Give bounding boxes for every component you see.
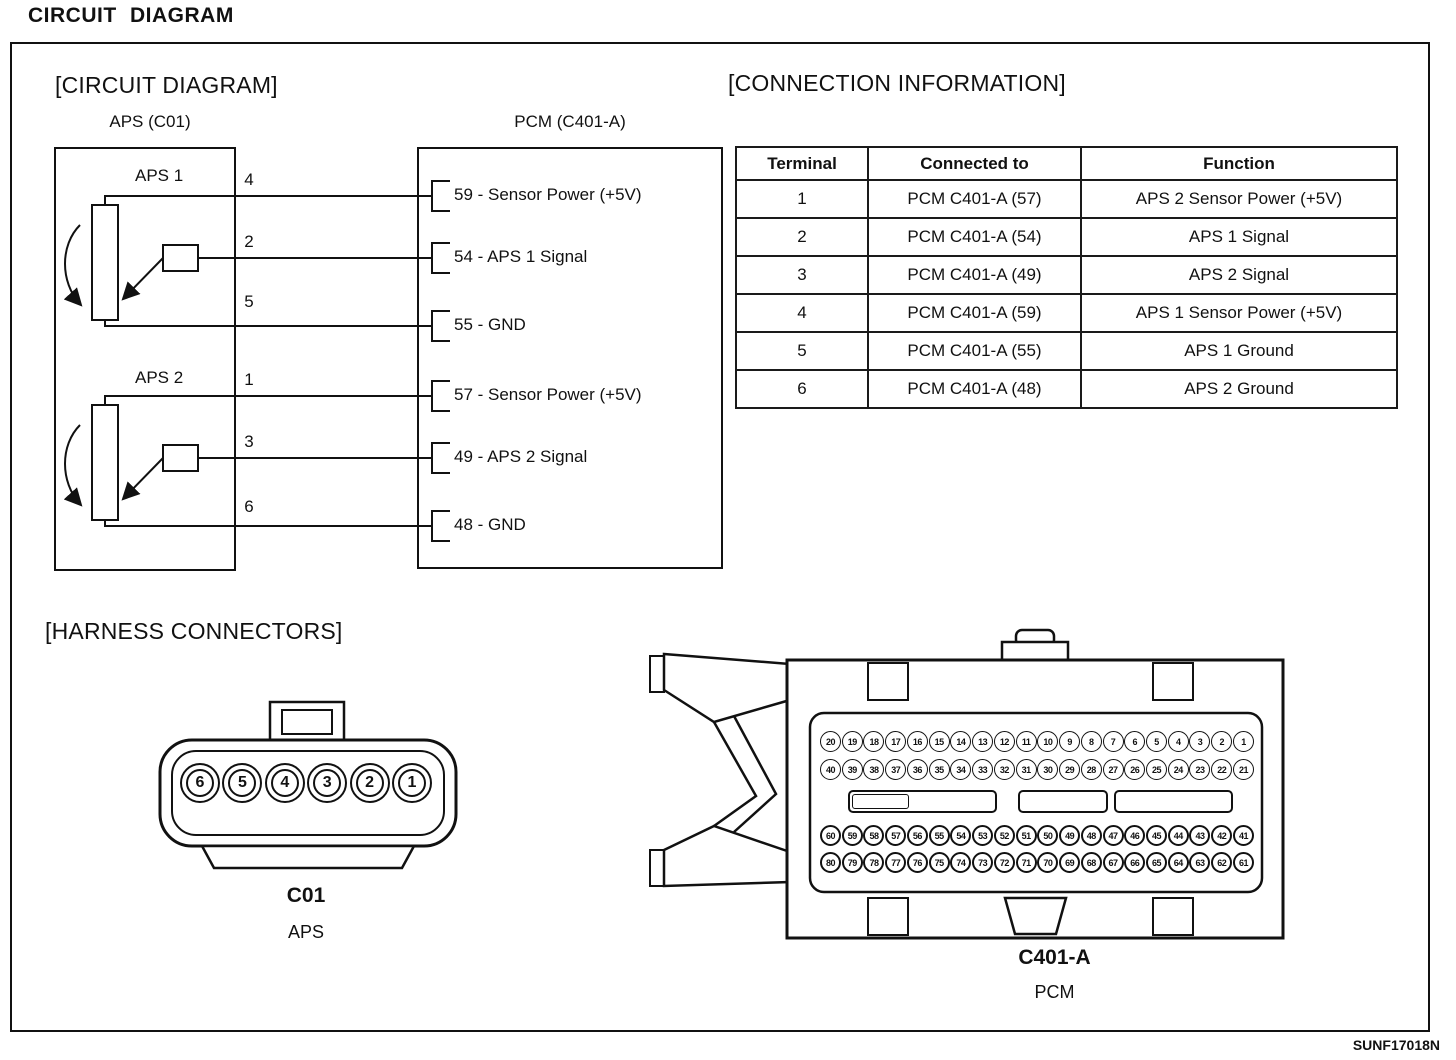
- pcm-pin-label-54: 54 - APS 1 Signal: [454, 247, 588, 266]
- c401a-pin: 25: [1146, 759, 1167, 780]
- table-row: [736, 180, 1397, 218]
- function-cell: APS 2 Sensor Power (+5V): [1081, 180, 1397, 218]
- c01-pin-number: 4: [271, 769, 299, 797]
- c401a-pin: 33: [972, 759, 993, 780]
- c401a-pin: 60: [820, 825, 841, 846]
- c401a-pin: 52: [994, 825, 1015, 846]
- pcm-connector-label: PCM (C401-A): [514, 112, 626, 131]
- c01-pin-number: 6: [186, 769, 214, 797]
- c401a-pin: 21: [1233, 759, 1254, 780]
- pin-bracket-48: [432, 511, 450, 541]
- c401a-pin: 50: [1037, 825, 1058, 846]
- c01-pin-number: 2: [356, 769, 384, 797]
- c401a-pin: 7: [1103, 731, 1124, 752]
- c401a-key-slot-2: [1018, 790, 1108, 813]
- wire-terminal4-to-59: [105, 196, 432, 205]
- c401a-left-wing-top: [664, 654, 790, 722]
- c401a-pin: 5: [1146, 731, 1167, 752]
- wires: [105, 196, 432, 526]
- c01-pin-number: 3: [313, 769, 341, 797]
- c401a-pin: 59: [842, 825, 863, 846]
- c01-base: [202, 846, 414, 868]
- aps-connector-label: APS (C01): [109, 112, 191, 131]
- c401a-pin: 71: [1016, 852, 1037, 873]
- table-header-row: [736, 147, 1397, 180]
- c401a-pin: 49: [1059, 825, 1080, 846]
- c401a-pin: 55: [929, 825, 950, 846]
- connection-info-section-title: [CONNECTION INFORMATION]: [728, 70, 1066, 96]
- function-cell: APS 1 Ground: [1081, 332, 1397, 370]
- c401a-left-wing-bottom: [664, 826, 790, 886]
- c401a-bottom-notch-left: [868, 898, 908, 935]
- c401a-left-fold-inner: [734, 716, 776, 832]
- c401a-pin: 74: [950, 852, 971, 873]
- connected-to-cell: PCM C401-A (57): [868, 180, 1081, 218]
- aps1-resistor: [92, 205, 118, 320]
- c401a-pin: 38: [863, 759, 884, 780]
- c401a-pin: 77: [885, 852, 906, 873]
- c401a-top-notch-right: [1153, 663, 1193, 700]
- table-row: [736, 332, 1397, 370]
- wire-terminal5-to-55: [105, 320, 432, 326]
- c401a-pin: 32: [994, 759, 1015, 780]
- c401a-pin: 80: [820, 852, 841, 873]
- c401a-pin: 64: [1168, 852, 1189, 873]
- c401a-pin: 65: [1146, 852, 1167, 873]
- c401a-pin: 27: [1103, 759, 1124, 780]
- circuit-diagram-drawing: [40, 140, 740, 585]
- c01-pin-number: 5: [228, 769, 256, 797]
- c401a-pin: 23: [1189, 759, 1210, 780]
- terminal-cell: 2: [736, 218, 868, 256]
- aps2-wiper-box: [163, 445, 198, 471]
- c401a-pin: 66: [1124, 852, 1145, 873]
- c401a-pin: 30: [1037, 759, 1058, 780]
- terminal-number-5: 5: [244, 292, 254, 311]
- function-cell: APS 2 Ground: [1081, 370, 1397, 408]
- connected-to-cell: PCM C401-A (59): [868, 294, 1081, 332]
- table-row: [736, 370, 1397, 408]
- c401a-pin-row-3: [820, 825, 1254, 847]
- pcm-pin-label-59: 59 - Sensor Power (+5V): [454, 185, 642, 204]
- pin-bracket-54: [432, 243, 450, 273]
- table-row: [736, 256, 1397, 294]
- c401a-pin: 76: [907, 852, 928, 873]
- terminal-cell: 5: [736, 332, 868, 370]
- c401a-pin: 39: [842, 759, 863, 780]
- terminal-number-6: 6: [244, 497, 254, 516]
- c401a-pin: 46: [1124, 825, 1145, 846]
- c401a-top-notch-left: [868, 663, 908, 700]
- c401a-key-slot-1-inner: [852, 794, 909, 809]
- c401a-left-mount-bottom: [650, 850, 664, 886]
- terminal-number-1: 1: [244, 370, 254, 389]
- c401a-pin: 42: [1211, 825, 1232, 846]
- c401a-pin: 16: [907, 731, 928, 752]
- c401a-pin: 4: [1168, 731, 1189, 752]
- c401a-pin: 72: [994, 852, 1015, 873]
- function-cell: APS 2 Signal: [1081, 256, 1397, 294]
- connected-to-cell: PCM C401-A (48): [868, 370, 1081, 408]
- aps1-label: APS 1: [135, 166, 184, 185]
- c401a-pin: 1: [1233, 731, 1254, 752]
- c01-lock-tab-inner: [282, 710, 332, 734]
- c401a-pin: 56: [907, 825, 928, 846]
- col-header-function: Function: [1081, 147, 1397, 180]
- c401a-left-fold-outer: [714, 722, 756, 826]
- terminal-cell: 3: [736, 256, 868, 294]
- c401a-pin-row-4: [820, 852, 1254, 874]
- connected-to-cell: PCM C401-A (55): [868, 332, 1081, 370]
- c01-pin: [222, 763, 262, 803]
- aps1-wiper-box: [163, 245, 198, 271]
- c401a-pin: 11: [1016, 731, 1037, 752]
- pcm-pin-label-57: 57 - Sensor Power (+5V): [454, 385, 642, 404]
- pcm-pin-brackets: [432, 181, 450, 541]
- c401a-pin: 41: [1233, 825, 1254, 846]
- aps1-wiper-arrow: [124, 258, 163, 298]
- c01-name: C01: [286, 884, 326, 907]
- wire-terminal1-to-57: [105, 396, 432, 405]
- harness-section-title: [HARNESS CONNECTORS]: [45, 618, 343, 644]
- c401a-pin: 19: [842, 731, 863, 752]
- c401a-pin: 31: [1016, 759, 1037, 780]
- aps1-rotation-arrow: [65, 225, 80, 304]
- function-cell: APS 1 Sensor Power (+5V): [1081, 294, 1397, 332]
- c401a-name: C401-A: [1018, 946, 1091, 969]
- terminal-cell: 4: [736, 294, 868, 332]
- c401a-pin: 37: [885, 759, 906, 780]
- pin-bracket-59: [432, 181, 450, 211]
- c401a-pin: 17: [885, 731, 906, 752]
- c401a-pin: 3: [1189, 731, 1210, 752]
- c401a-pin-row-2: [820, 759, 1254, 781]
- c01-pin: [180, 763, 220, 803]
- c401a-pin: 44: [1168, 825, 1189, 846]
- c401a-pin: 9: [1059, 731, 1080, 752]
- c401a-pin: 63: [1189, 852, 1210, 873]
- c401a-pin: 73: [972, 852, 993, 873]
- pin-bracket-55: [432, 311, 450, 341]
- c401a-pin: 43: [1189, 825, 1210, 846]
- wire-terminal6-to-48: [105, 520, 432, 526]
- c401a-pin: 69: [1059, 852, 1080, 873]
- pcm-pin-label-49: 49 - APS 2 Signal: [454, 447, 588, 466]
- c401a-pin: 36: [907, 759, 928, 780]
- c01-pin: [392, 763, 432, 803]
- c401a-pin: 34: [950, 759, 971, 780]
- c401a-pin: 79: [842, 852, 863, 873]
- c01-pin: [350, 763, 390, 803]
- c401a-pin: 6: [1124, 731, 1145, 752]
- c401a-pin: 53: [972, 825, 993, 846]
- c401a-pin: 20: [820, 731, 841, 752]
- circuit-section-title: [CIRCUIT DIAGRAM]: [55, 72, 278, 98]
- connection-info-table: [735, 146, 1398, 409]
- c401a-pin: 45: [1146, 825, 1167, 846]
- pcm-pin-label-48: 48 - GND: [454, 515, 526, 534]
- aps2-wiper-arrow: [124, 458, 163, 498]
- c401a-pin: 67: [1103, 852, 1124, 873]
- c01-pin-number: 1: [398, 769, 426, 797]
- c401a-pin: 58: [863, 825, 884, 846]
- c401a-device-label: PCM: [1034, 982, 1075, 1002]
- c401a-pin: 2: [1211, 731, 1232, 752]
- terminal-cell: 1: [736, 180, 868, 218]
- aps-connector-box: [55, 148, 235, 570]
- pcm-connector-box: [418, 148, 722, 568]
- c401a-pin: 35: [929, 759, 950, 780]
- pcm-pin-label-55: 55 - GND: [454, 315, 526, 334]
- c401a-pin: 13: [972, 731, 993, 752]
- aps2-resistor: [92, 405, 118, 520]
- terminal-number-4: 4: [244, 170, 254, 189]
- c401a-bottom-tab: [1005, 898, 1066, 934]
- connected-to-cell: PCM C401-A (49): [868, 256, 1081, 294]
- c401a-connector: [650, 628, 1290, 958]
- c401a-key-slot-3: [1114, 790, 1233, 813]
- c401a-pin: 48: [1081, 825, 1102, 846]
- c401a-pin: 15: [929, 731, 950, 752]
- connected-to-cell: PCM C401-A (54): [868, 218, 1081, 256]
- c401a-pin: 78: [863, 852, 884, 873]
- c401a-pin: 28: [1081, 759, 1102, 780]
- c401a-pin: 54: [950, 825, 971, 846]
- c401a-pin: 61: [1233, 852, 1254, 873]
- function-cell: APS 1 Signal: [1081, 218, 1397, 256]
- pin-bracket-57: [432, 381, 450, 411]
- aps2-rotation-arrow: [65, 425, 80, 504]
- c401a-pin: 75: [929, 852, 950, 873]
- aps2-potentiometer: [65, 405, 198, 520]
- c401a-pin: 29: [1059, 759, 1080, 780]
- c401a-pin: 12: [994, 731, 1015, 752]
- c401a-pin: 14: [950, 731, 971, 752]
- c401a-pin: 68: [1081, 852, 1102, 873]
- c01-pin-row: [180, 763, 432, 803]
- terminal-number-3: 3: [244, 432, 254, 451]
- aps1-potentiometer: [65, 205, 198, 320]
- c01-pin: [265, 763, 305, 803]
- c401a-bottom-notch-right: [1153, 898, 1193, 935]
- c401a-pin: 8: [1081, 731, 1102, 752]
- figure-code: SUNF17018N: [1352, 1037, 1440, 1053]
- c01-pin: [307, 763, 347, 803]
- pin-bracket-49: [432, 443, 450, 473]
- c401a-pin: 70: [1037, 852, 1058, 873]
- c401a-pin-row-1: [820, 731, 1254, 753]
- aps2-label: APS 2: [135, 368, 184, 387]
- terminal-cell: 6: [736, 370, 868, 408]
- c401a-pin: 47: [1103, 825, 1124, 846]
- c401a-left-mount-top: [650, 656, 664, 692]
- col-header-terminal: Terminal: [736, 147, 868, 180]
- c401a-pin: 57: [885, 825, 906, 846]
- c401a-pin: 18: [863, 731, 884, 752]
- table-row: [736, 218, 1397, 256]
- col-header-connected-to: Connected to: [868, 147, 1081, 180]
- c401a-pin: 40: [820, 759, 841, 780]
- c401a-pin: 10: [1037, 731, 1058, 752]
- c401a-pin: 24: [1168, 759, 1189, 780]
- page-title: CIRCUIT DIAGRAM: [28, 4, 234, 27]
- terminal-number-2: 2: [244, 232, 254, 251]
- c401a-pin: 26: [1124, 759, 1145, 780]
- c401a-pin: 62: [1211, 852, 1232, 873]
- table-row: [736, 294, 1397, 332]
- c01-device-label: APS: [287, 922, 325, 942]
- c401a-pin: 22: [1211, 759, 1232, 780]
- c401a-pin: 51: [1016, 825, 1037, 846]
